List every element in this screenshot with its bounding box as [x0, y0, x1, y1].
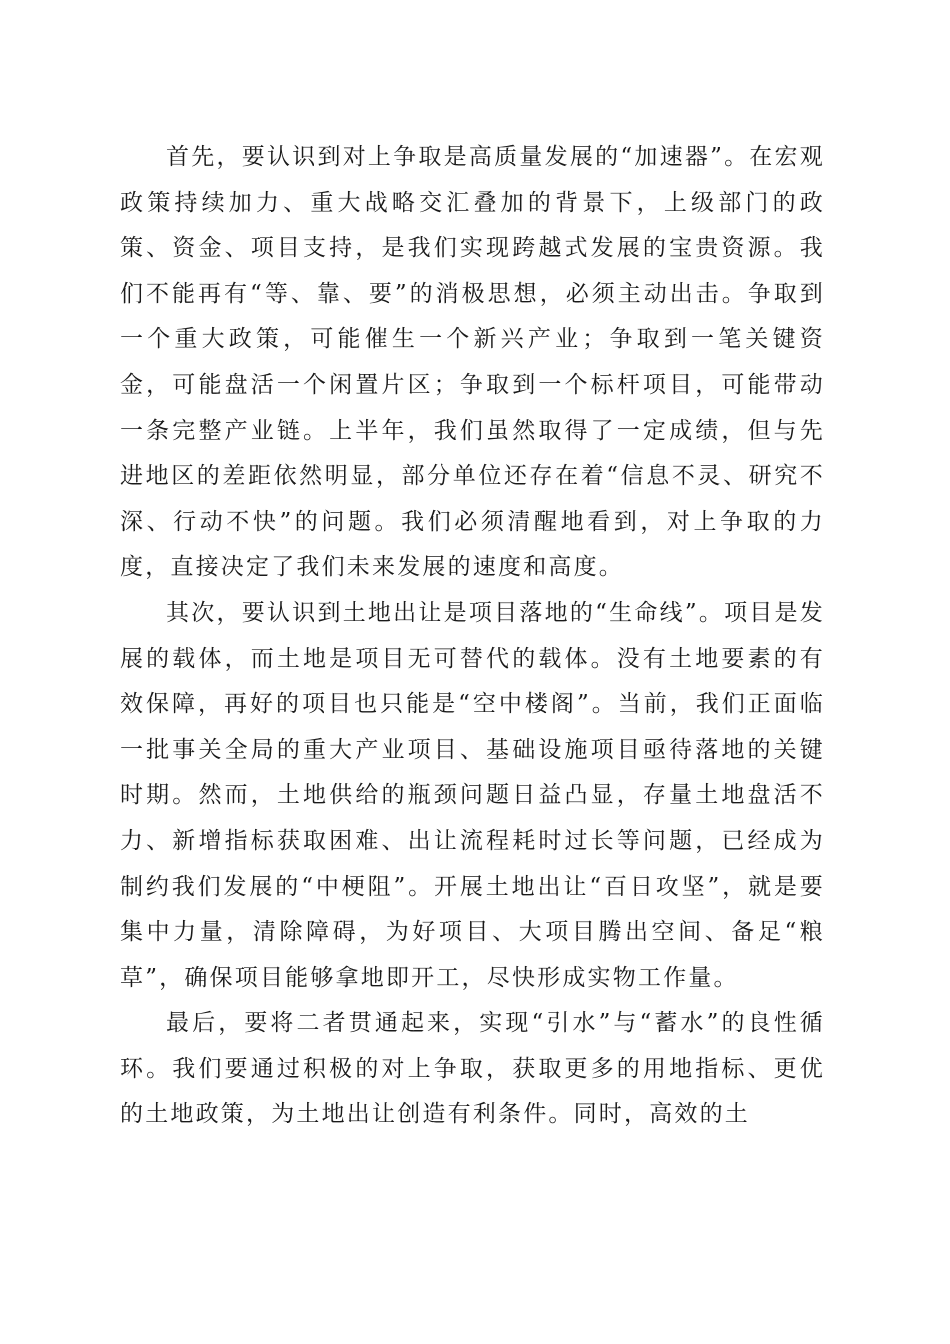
paragraph-second: 其次，要认识到土地出让是项目落地的“生命线”。项目是发展的载体，而土地是项目无可替代的载体。没有土地要素的有效保障，再好的项目也只能是“空中楼阁”。当前，我们正面临一批事关全局的重大产业项目、基础设施项目亟待落地的关键时期。然而，土地供给的瓶颈问题日益凸显，存量土地盘活不力、新增指标获取困难、出让流程耗时过长等问题，已经成为制约我们发展的“中梗阻”。开展土地出让“百日攻坚”，就是要集中力量，清除障碍，为好项目、大项目腾出空间、备足“粮草”，确保项目能够拿地即开工，尽快形成实物工作量。: [120, 599, 825, 991]
paragraph-last: 最后，要将二者贯通起来，实现“引水”与“蓄水”的良性循环。我们要通过积极的对上争取，获取更多的用地指标、更优的土地政策，为土地出让创造有利条件。同时，高效的土: [120, 1010, 825, 1128]
document-body: [120, 135, 825, 1138]
paragraph-first: 首先，要认识到对上争取是高质量发展的“加速器”。在宏观政策持续加力、重大战略交汇叠加的背景下，上级部门的政策、资金、项目支持，是我们实现跨越式发展的宝贵资源。我们不能再有“等、靠、要”的消极思想，必须主动出击。争取到一个重大政策，可能催生一个新兴产业；争取到一笔关键资金，可能盘活一个闲置片区；争取到一个标杆项目，可能带动一条完整产业链。上半年，我们虽然取得了一定成绩，但与先进地区的差距依然明显，部分单位还存在着“信息不灵、研究不深、行动不快”的问题。我们必须清醒地看到，对上争取的力度，直接决定了我们未来发展的速度和高度。: [120, 144, 825, 581]
